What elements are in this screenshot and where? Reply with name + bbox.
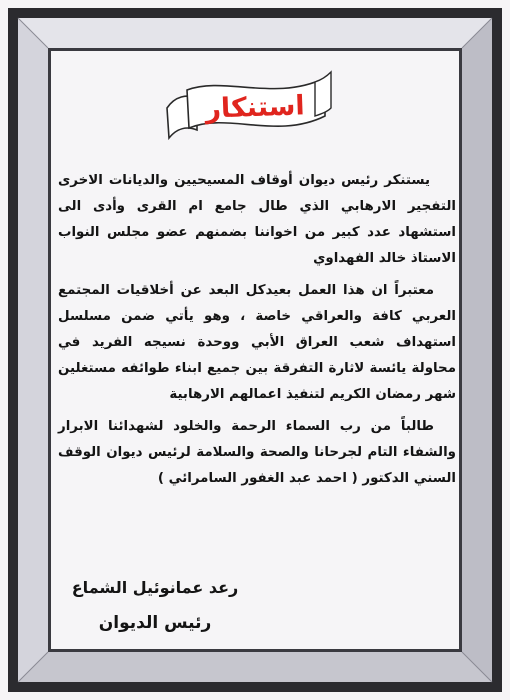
document-title: استنكار bbox=[204, 90, 306, 125]
paragraph-prayer: طالباً من رب السماء الرحمة والخلود لشهدائنا الابرار والشفاء التام لجرحانا والصحة والسلامة لرئيس ديوان الوقف السني الدكتور ( احمد عبد الغفور السامرائي ) bbox=[58, 419, 456, 486]
frame-bevel-bottom bbox=[18, 652, 492, 682]
signature-block bbox=[70, 572, 240, 640]
signatory-position: رئيس الديوان bbox=[98, 613, 212, 633]
frame-bevel-top bbox=[18, 18, 492, 48]
frame-bevel-left bbox=[18, 18, 48, 682]
signatory-name: رعد عمانوئيل الشماع bbox=[71, 578, 239, 597]
ribbon-right-tail bbox=[315, 72, 331, 116]
paragraph-condemnation: يستنكر رئيس ديوان أوقاف المسيحيين والديانات الاخرى التفجير الارهابي الذي طال جامع ام القرى وأدى الى استشهاد عدد كبير من اخواننا بضمنهم عضو مجلس النواب الاستاذ خالد الفهداوي bbox=[58, 173, 456, 266]
paragraph-context: معتبراً ان هذا العمل بعيدكل البعد عن أخلاقيات المجتمع العربي كافة والعراقي خاصة ، وهو يأتي ضمن مسلسل استهداف شعب العراق الأبي ووحدة نسيجه الفريد في محاولة يائسة لاثارة التفرقة بين جميع ابناء طوائفه مستغلين شهر رمضان الكريم لتنفيذ اعمالهم الارهابية bbox=[58, 283, 456, 402]
frame-bevel-right bbox=[462, 18, 492, 682]
statement-body bbox=[58, 168, 456, 498]
